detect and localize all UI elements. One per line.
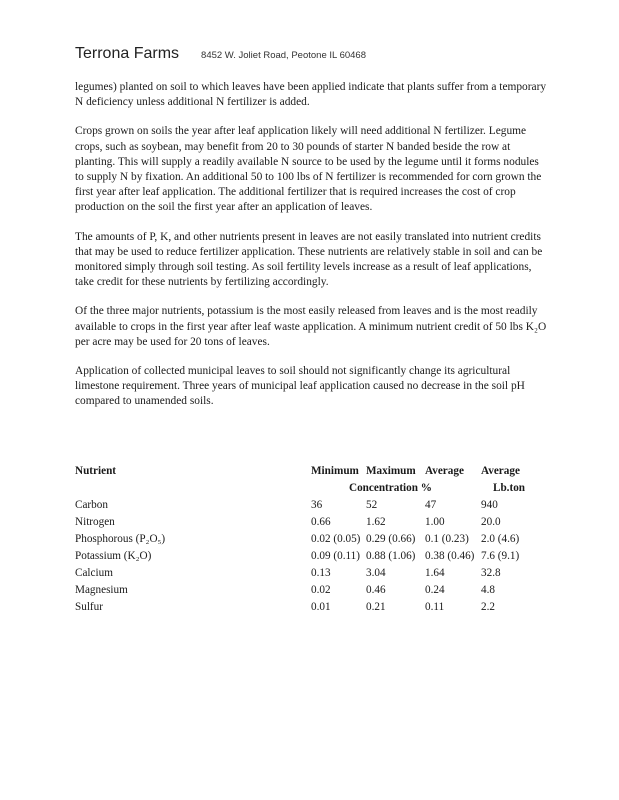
cell-min: 36 xyxy=(311,499,323,511)
cell-lbton: 2.2 xyxy=(481,601,495,613)
subheader-lbton: Lb.ton xyxy=(493,482,526,494)
cell-avg: 0.1 (0.23) xyxy=(425,533,469,545)
cell-avg: 1.00 xyxy=(425,516,445,528)
paragraph-3: The amounts of P, K, and other nutrients present in leaves are not easily translated into nutrient credits that may be used to reduce fertilizer application. These nutrients are relatively stable in soil and can be monitored simply through soil testing. As soil fertility levels increase as a result of leaf applications, take credit for these nutrients by fertilizing accordingly. xyxy=(75,230,543,289)
cell-min: 0.66 xyxy=(311,516,331,528)
cell-nutrient: Nitrogen xyxy=(75,516,115,528)
cell-lbton: 20.0 xyxy=(481,516,501,528)
table-row xyxy=(75,514,553,531)
cell-max: 0.21 xyxy=(366,601,386,613)
header-nutrient: Nutrient xyxy=(75,465,117,477)
company-name: Terrona Farms xyxy=(75,45,180,62)
cell-min: 0.13 xyxy=(311,567,331,579)
cell-avg: 1.64 xyxy=(425,567,445,579)
cell-min: 0.02 (0.05) xyxy=(311,533,361,545)
cell-lbton: 7.6 (9.1) xyxy=(481,550,520,562)
cell-avg: 0.24 xyxy=(425,584,445,596)
cell-nutrient: Sulfur xyxy=(75,601,103,613)
cell-max: 52 xyxy=(366,499,378,511)
cell-min: 0.09 (0.11) xyxy=(311,550,360,562)
cell-min: 0.01 xyxy=(311,601,331,613)
cell-max: 0.29 (0.66) xyxy=(366,533,416,545)
table-row xyxy=(75,565,553,582)
cell-max: 3.04 xyxy=(366,567,386,579)
header-maximum: Maximum xyxy=(366,465,416,477)
cell-nutrient: Magnesium xyxy=(75,584,128,596)
nutrient-table xyxy=(75,463,553,616)
cell-lbton: 2.0 (4.6) xyxy=(481,533,520,545)
table-row xyxy=(75,582,553,599)
paragraph-5: Application of collected municipal leaves to soil should not significantly change its agricultural limestone requirement. Three years of municipal leaf application caused no decrease in the soil pH compared to unamended soils. xyxy=(75,365,525,408)
cell-max: 0.88 (1.06) xyxy=(366,550,416,562)
table-row xyxy=(75,531,553,548)
cell-lbton: 32.8 xyxy=(481,567,501,579)
cell-max: 1.62 xyxy=(366,516,386,528)
cell-avg: 0.11 xyxy=(425,601,445,613)
cell-lbton: 940 xyxy=(481,499,498,511)
table-row xyxy=(75,497,553,514)
company-address: 8452 W. Joliet Road, Peotone IL 60468 xyxy=(201,50,366,61)
cell-lbton: 4.8 xyxy=(481,584,495,596)
letterhead xyxy=(75,45,366,63)
table-row xyxy=(75,548,553,565)
body-text xyxy=(75,80,547,424)
table-row xyxy=(75,599,553,616)
cell-nutrient: Calcium xyxy=(75,567,113,579)
header-average-lbton: Average xyxy=(481,465,520,477)
cell-nutrient: Carbon xyxy=(75,499,108,511)
paragraph-1: legumes) planted on soil to which leaves have been applied indicate that plants suffer from a temporary N deficiency unless additional N fertilizer is added. xyxy=(75,81,547,109)
cell-min: 0.02 xyxy=(311,584,331,596)
header-average: Average xyxy=(425,465,464,477)
paragraph-2: Crops grown on soils the year after leaf application likely will need additional N fertilizer. Legume crops, such as soybean, may benefit from 20 to 30 pounds of starter N banded beside the row at planting. This will supply a readily available N source to be used by the legume until it forms nodules to supply N by fixation. An additional 50 to 100 lbs of N fertilizer is recommended for corn grown the first year after leaf application. The additional fertilizer that is required increases the cost of crop production on the soil the first year after an application of leaves. xyxy=(75,125,542,214)
cell-avg: 0.38 (0.46) xyxy=(425,550,475,562)
header-minimum: Minimum xyxy=(311,465,359,477)
table-header-row xyxy=(75,463,553,480)
cell-avg: 47 xyxy=(425,499,437,511)
table-subheader-row xyxy=(75,480,553,497)
cell-nutrient: Potassium (K₂O) xyxy=(75,550,152,562)
cell-max: 0.46 xyxy=(366,584,386,596)
cell-nutrient: Phosphorous (P₂O₅) xyxy=(75,533,166,545)
subheader-concentration: Concentration % xyxy=(349,482,432,494)
paragraph-4: Of the three major nutrients, potassium is the most easily released from leaves and is the most readily available to crops in the first year after leaf waste application. A minimum nutrient credit of 50 lbs K₂O per acre may be used for 20 tons of leaves. xyxy=(75,305,547,348)
